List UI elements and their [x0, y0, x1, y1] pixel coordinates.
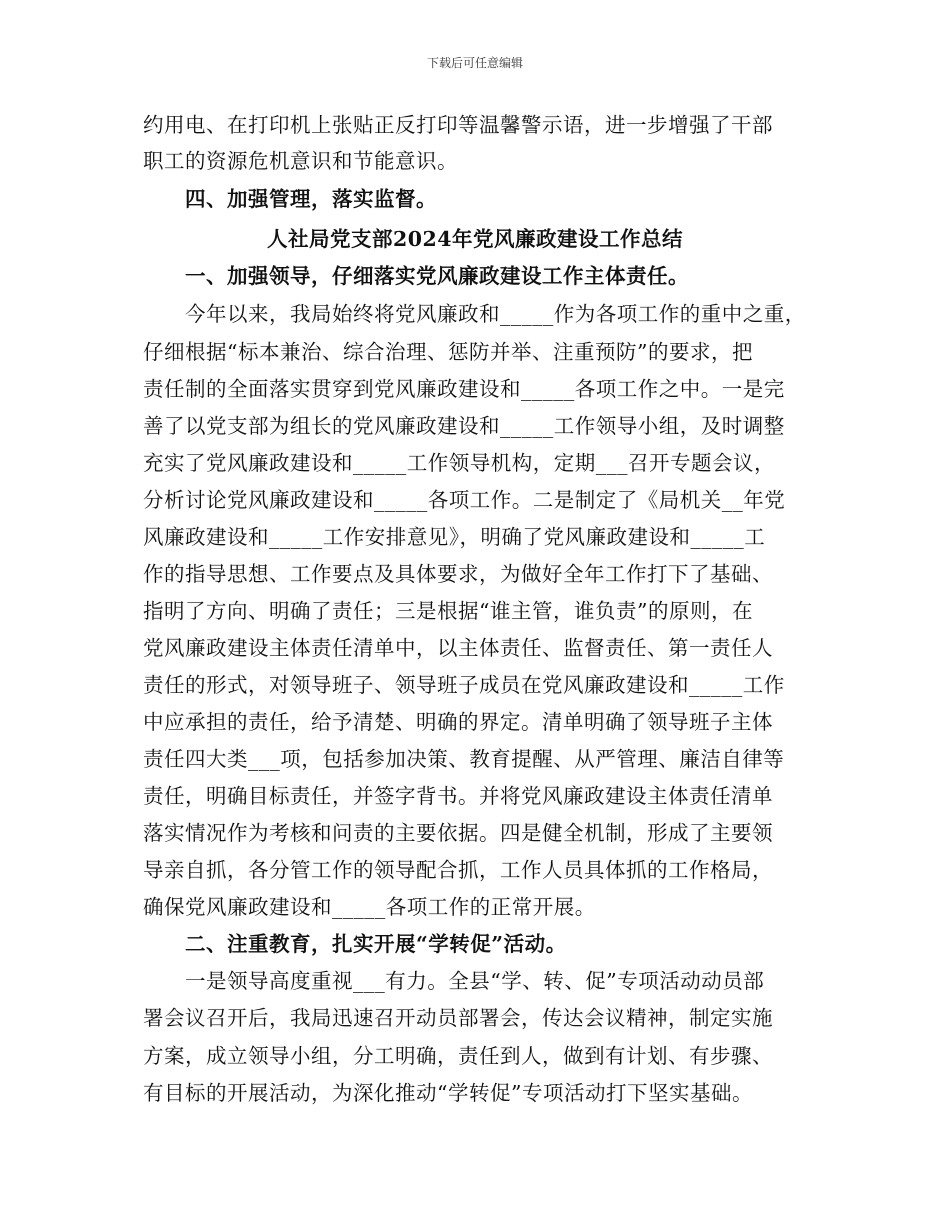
body-line: 仔细根据“标本兼治、综合治理、惩防并举、注重预防”的要求，把: [143, 340, 753, 364]
body-line: 今年以来，我局始终将党风廉政和_____作为各项工作的重中之重，: [185, 302, 806, 326]
body-line: 有目标的开展活动，为深化推动“学转促”专项活动打下坚实基础。: [143, 1081, 753, 1105]
section-heading: 二、注重教育，扎实开展“学转促”活动。: [185, 932, 567, 956]
body-line: 责任的形式，对领导班子、领导班子成员在党风廉政建设和_____工作: [143, 673, 785, 697]
body-line: 约用电、在打印机上张贴正反打印等温馨警示语，进一步增强了干部: [143, 113, 773, 137]
body-line: 责任四大类___项，包括参加决策、教育提醒、从严管理、廉洁自律等: [143, 747, 785, 771]
body-line: 职工的资源危机意识和节能意识。: [143, 149, 458, 173]
body-line: 中应承担的责任，给予清楚、明确的界定。清单明确了领导班子主体: [143, 710, 773, 734]
body-line: 一是领导高度重视___有力。全县“学、转、促”专项活动动员部: [185, 969, 765, 993]
body-line: 责任制的全面落实贯穿到党风廉政建设和_____各项工作之中。一是完: [143, 377, 785, 401]
section-heading: 一、加强领导，仔细落实党风廉政建设工作主体责任。: [185, 264, 689, 288]
page-header: 下载后可任意编辑: [426, 56, 523, 70]
body-line: 善了以党支部为组长的党风廉政建设和_____工作领导小组，及时调整: [143, 414, 785, 438]
body-line: 风廉政建设和_____工作安排意见》，明确了党风廉政建设和_____工: [143, 525, 766, 549]
body-line: 指明了方向、明确了责任；三是根据“谁主管，谁负责”的原则，在: [143, 599, 753, 623]
body-line: 导亲自抓，各分管工作的领导配合抓，工作人员具体抓的工作格局，: [143, 858, 773, 882]
body-line: 分析讨论党风廉政建设和_____各项工作。二是制定了《局机关__年党: [143, 488, 786, 512]
body-line: 责任，明确目标责任，并签字背书。并将党风廉政建设主体责任清单: [143, 784, 773, 808]
document-title: 人社局党支部2024年党风廉政建设工作总结: [266, 227, 684, 251]
body-line: 党风廉政建设主体责任清单中，以主体责任、监督责任、第一责任人: [143, 636, 773, 660]
body-line: 方案，成立领导小组，分工明确，责任到人，做到有计划、有步骤、: [143, 1044, 773, 1068]
body-line: 署会议召开后，我局迅速召开动员部署会，传达会议精神，制定实施: [143, 1006, 773, 1030]
body-line: 落实情况作为考核和问责的主要依据。四是健全机制，形成了主要领: [143, 821, 773, 845]
body-line: 确保党风廉政建设和_____各项工作的正常开展。: [143, 895, 596, 919]
section-heading: 四、加强管理，落实监督。: [185, 187, 437, 211]
body-line: 充实了党风廉政建设和_____工作领导机构，定期___召开专题会议，: [143, 451, 775, 475]
body-line: 作的指导思想、工作要点及具体要求，为做好全年工作打下了基础、: [143, 562, 773, 586]
